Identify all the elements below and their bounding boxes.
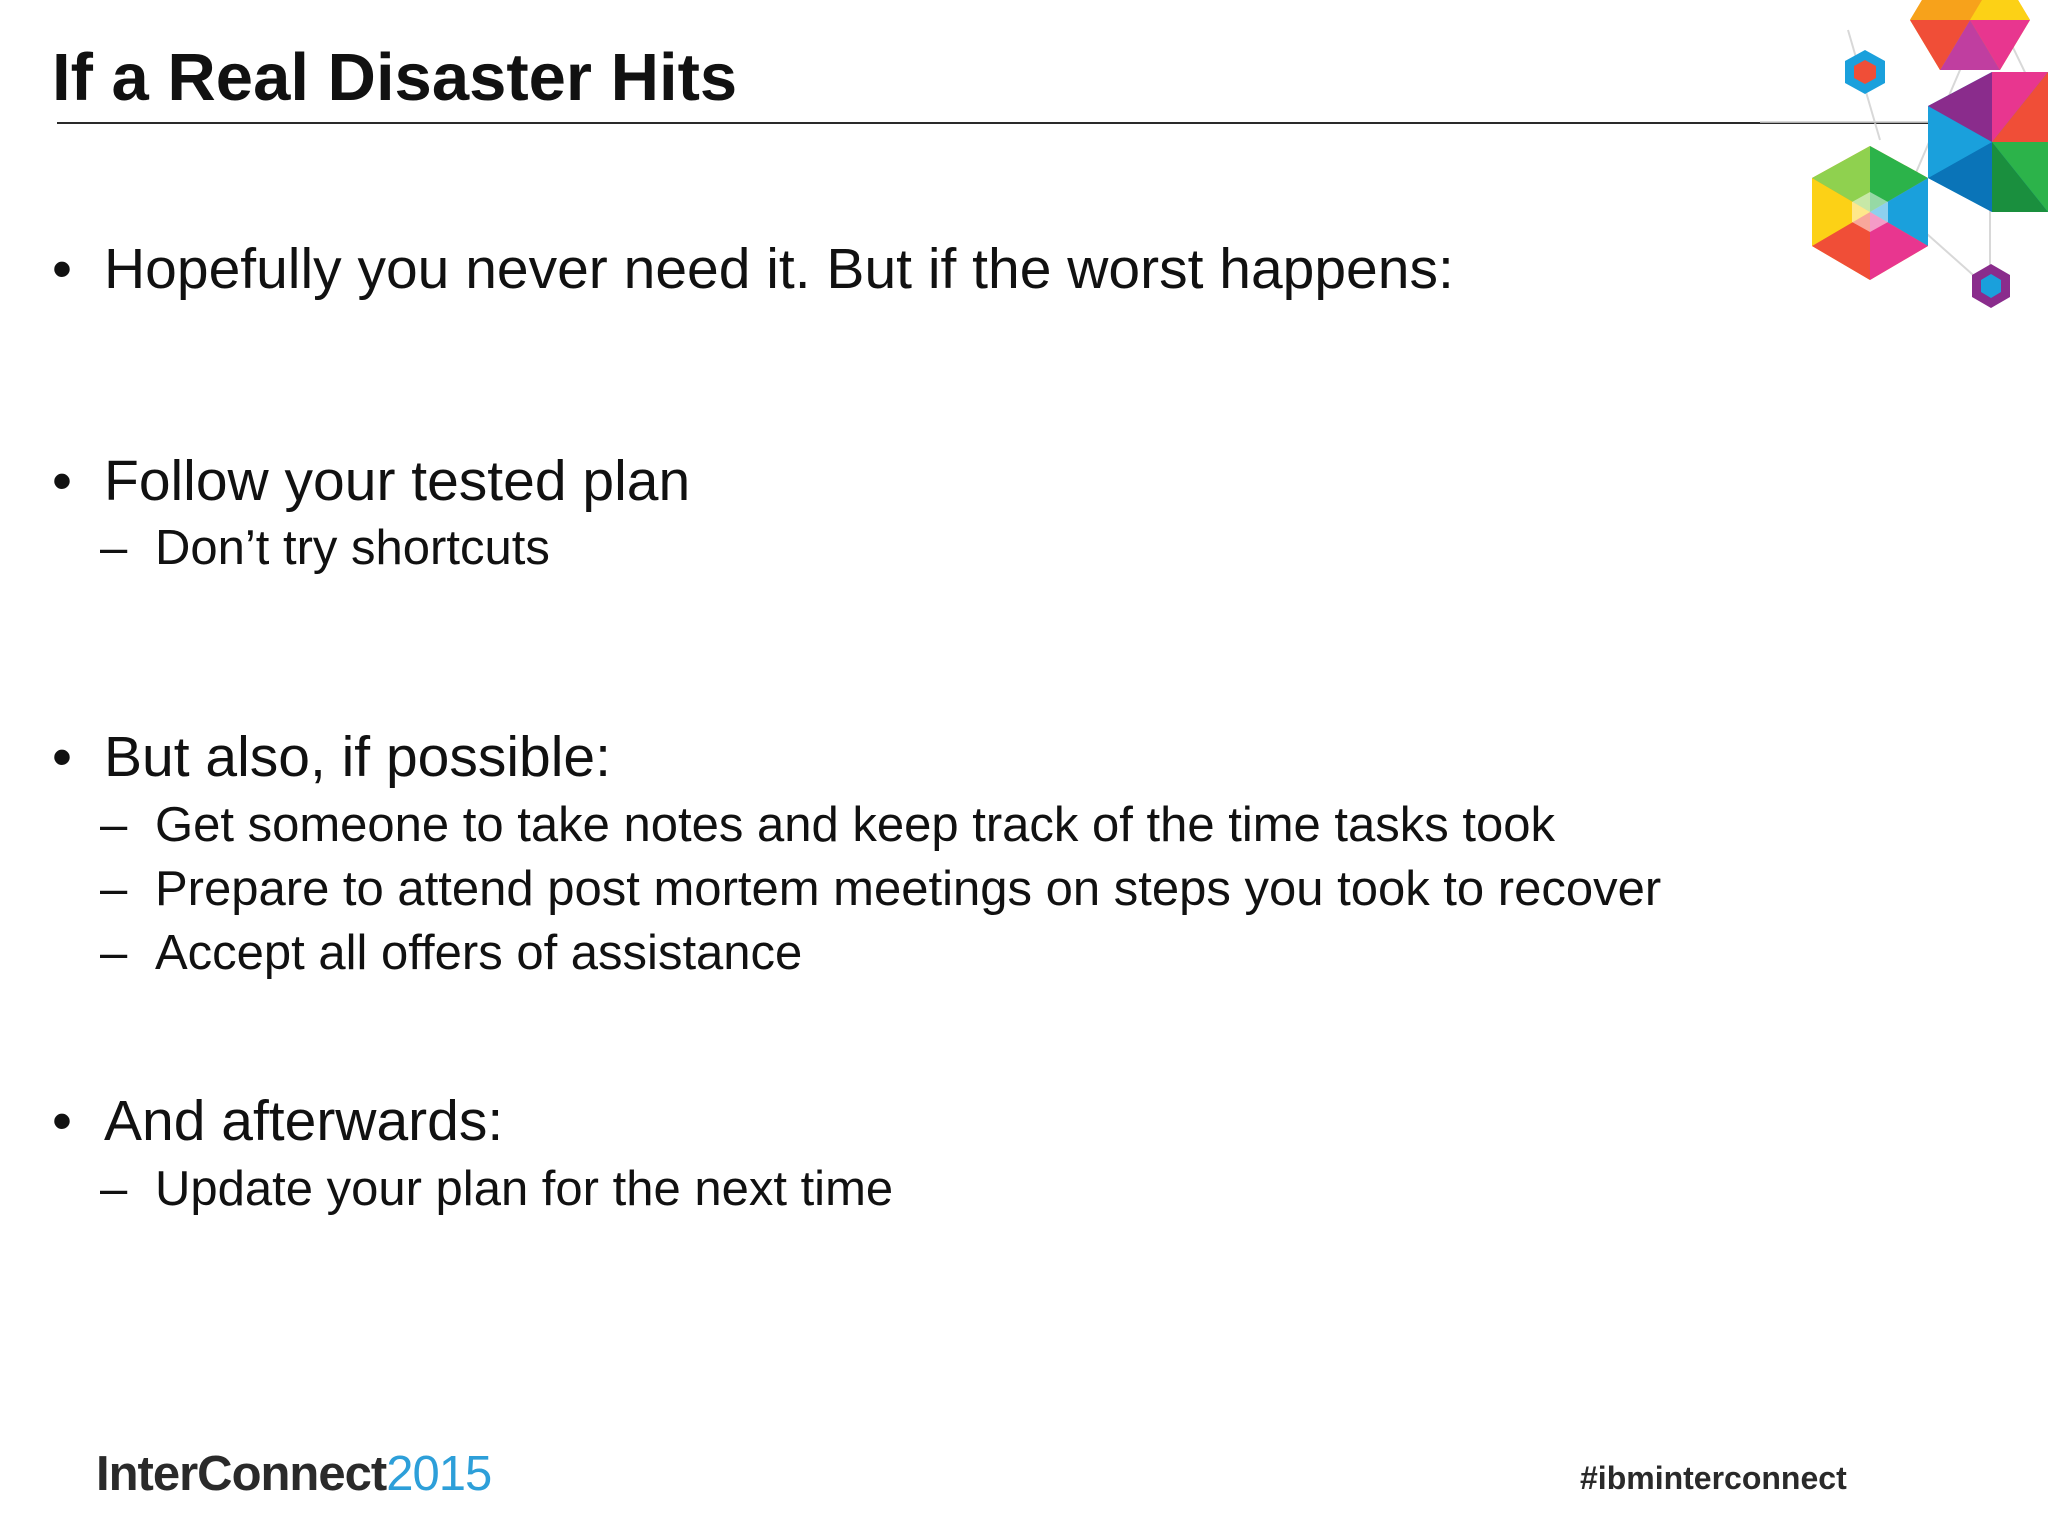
bullet-text: But also, if possible: — [104, 725, 611, 789]
event-hashtag: #ibminterconnect — [1580, 1460, 1847, 1496]
hexagon-decoration — [1760, 0, 2048, 320]
bullet-marker: • — [52, 449, 72, 513]
sub-bullet-text: Don’t try shortcuts — [155, 521, 550, 575]
sub-bullet-marker: – — [100, 1162, 128, 1216]
bullet-marker: • — [52, 237, 72, 301]
sub-bullet-marker: – — [100, 862, 128, 916]
logo-brand: InterConnect — [96, 1447, 387, 1501]
sub-bullet-text: Prepare to attend post mortem meetings on steps you took to recover — [155, 862, 1662, 916]
sub-bullet-marker: – — [100, 926, 128, 980]
slide-title: If a Real Disaster Hits — [52, 40, 738, 115]
sub-bullet-marker: – — [100, 521, 128, 575]
title-divider — [57, 122, 1977, 124]
bullet-text: And afterwards: — [104, 1089, 504, 1153]
sub-bullet-marker: – — [100, 798, 128, 852]
sub-bullet-text: Get someone to take notes and keep track of the time tasks took — [155, 798, 1555, 852]
bullet-text: Follow your tested plan — [104, 449, 691, 513]
logo-year: 2015 — [386, 1447, 492, 1501]
bullet-marker: • — [52, 725, 72, 789]
interconnect-logo — [96, 1444, 491, 1504]
sub-bullet-text: Accept all offers of assistance — [155, 926, 803, 980]
bullet-text: Hopefully you never need it. But if the worst happens: — [104, 237, 1454, 301]
sub-bullet-text: Update your plan for the next time — [155, 1162, 894, 1216]
bullet-marker: • — [52, 1089, 72, 1153]
